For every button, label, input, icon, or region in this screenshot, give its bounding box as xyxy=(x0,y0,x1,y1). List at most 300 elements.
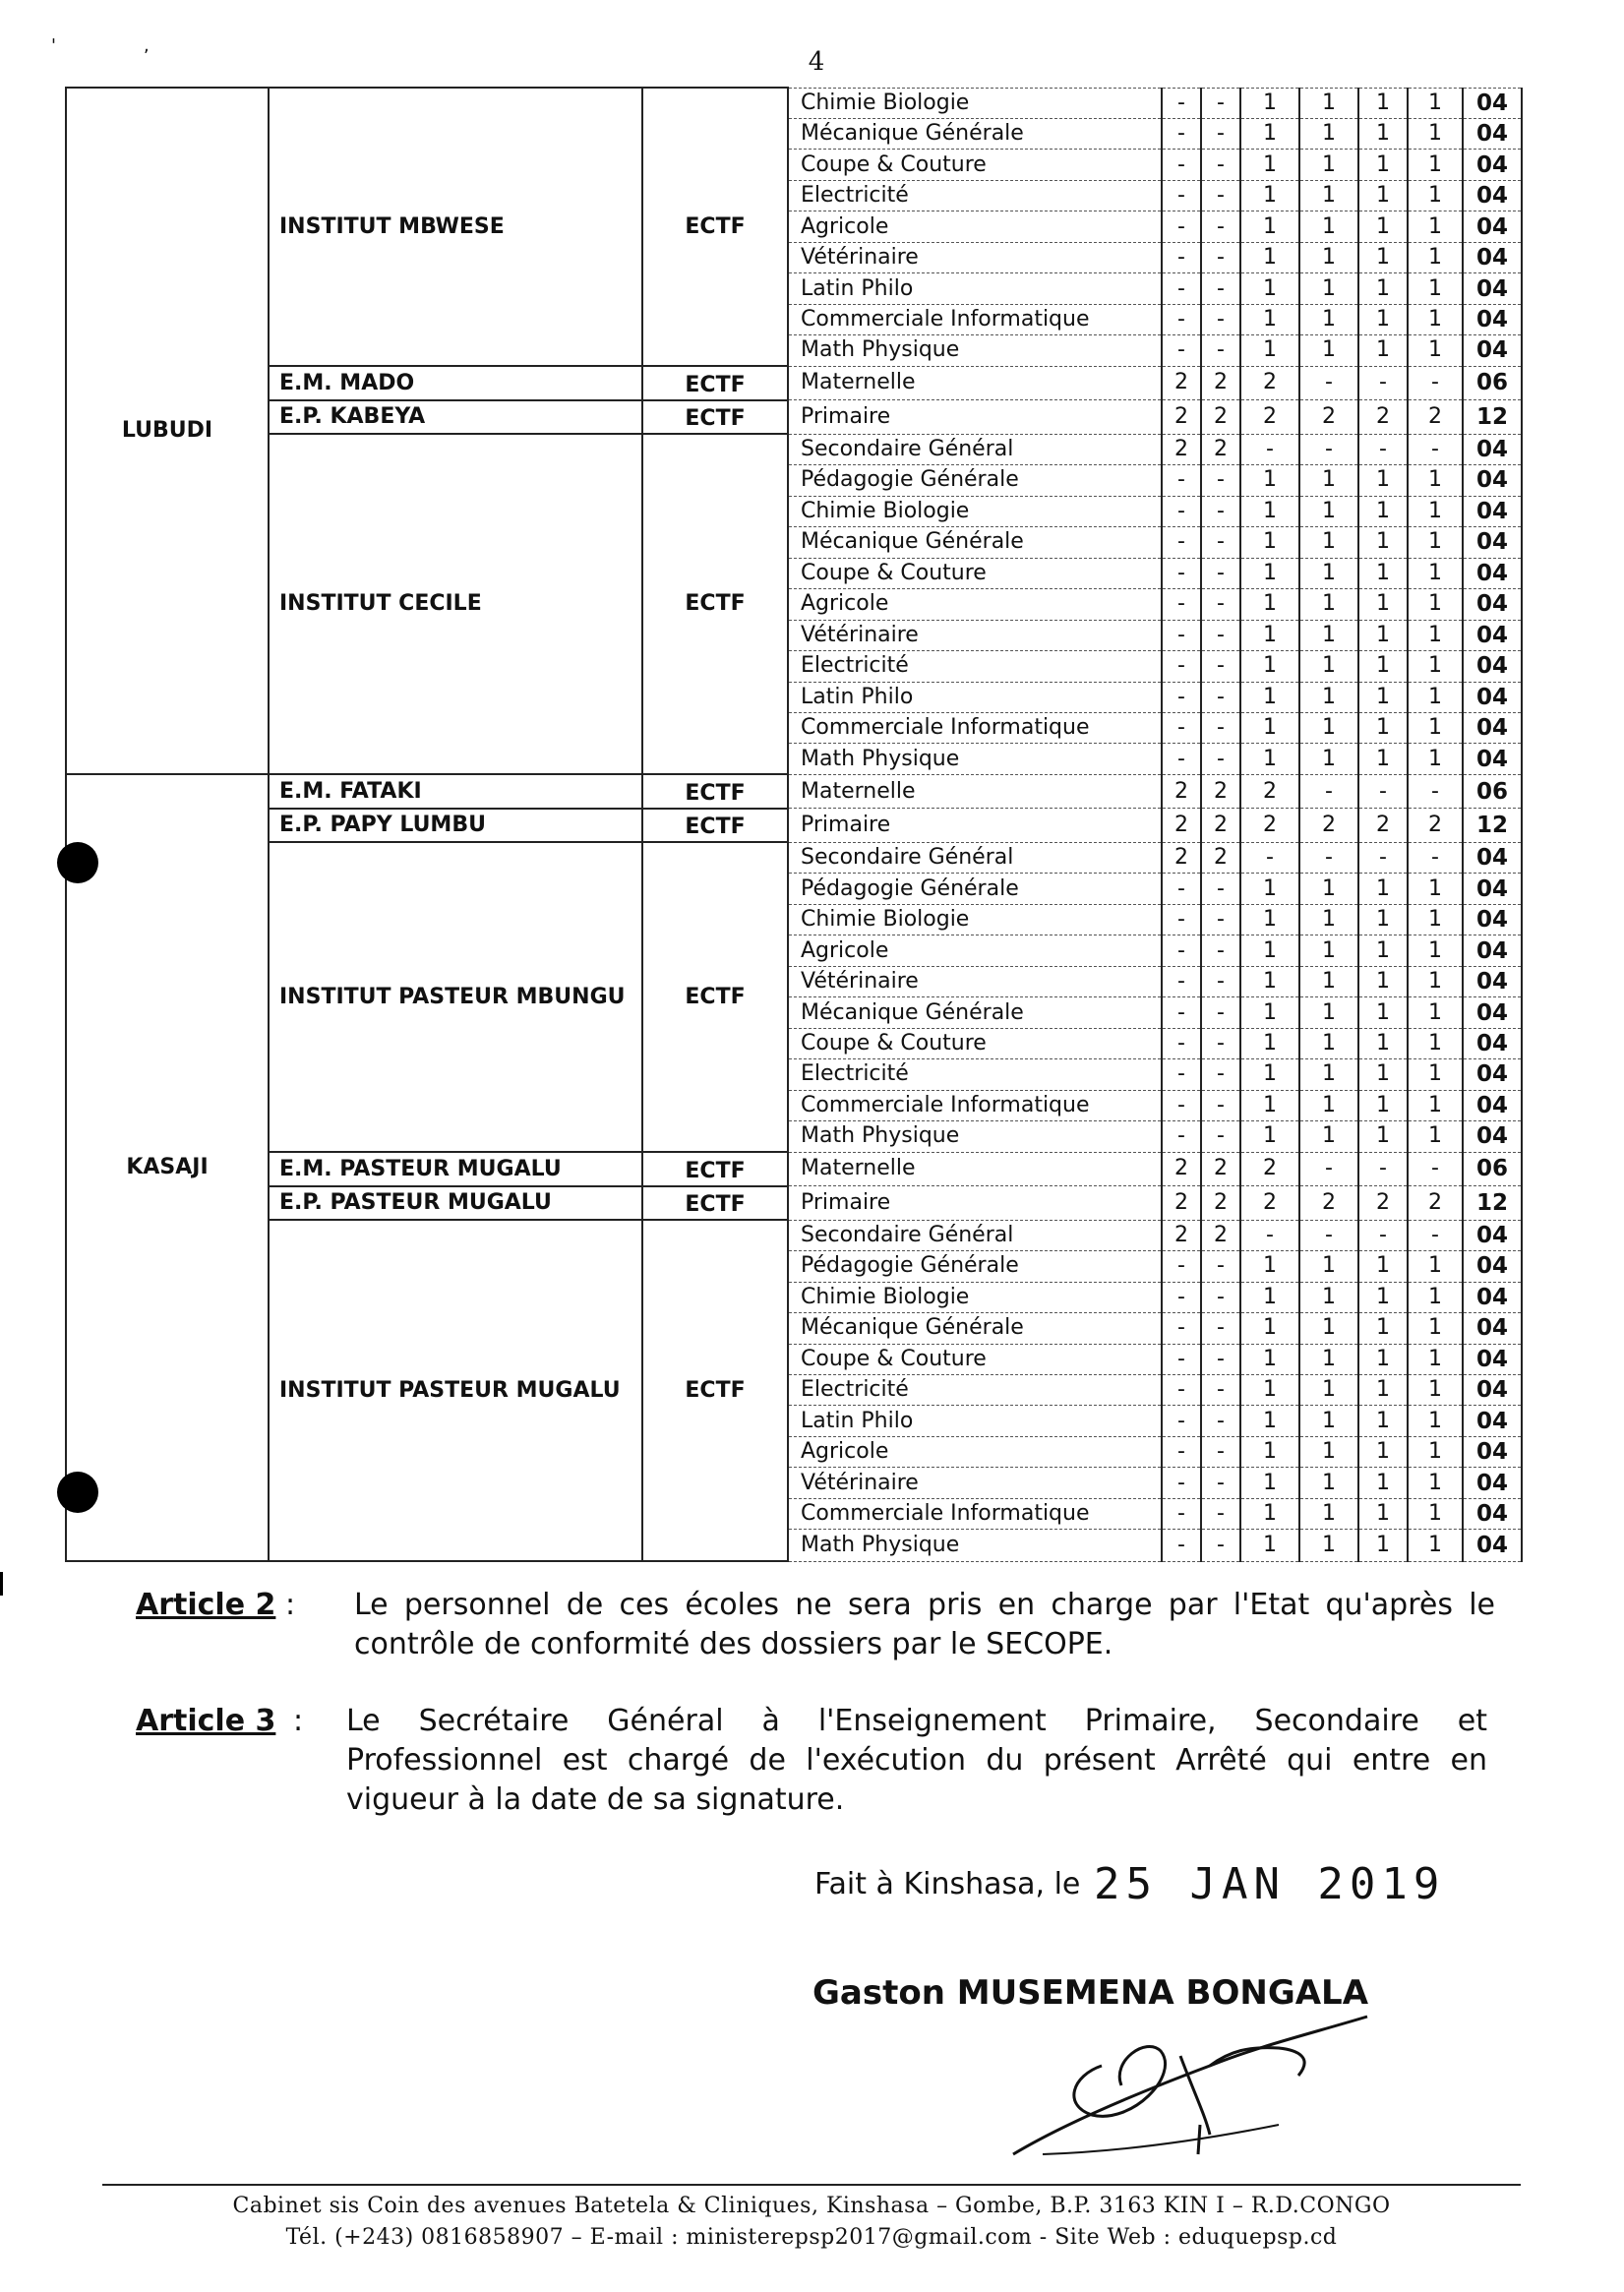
class-count-cell: - xyxy=(1162,211,1201,242)
class-count-cell: - xyxy=(1201,180,1240,211)
class-count-cell: 1 xyxy=(1299,150,1358,180)
class-count-cell: 2 xyxy=(1201,434,1240,464)
class-count-cell: - xyxy=(1201,1059,1240,1090)
class-count-cell: 2 xyxy=(1240,400,1299,435)
class-count-cell: 1 xyxy=(1240,1406,1299,1436)
option-cell: Commerciale Informatique xyxy=(788,1498,1162,1529)
option-cell: Pédagogie Générale xyxy=(788,874,1162,904)
article-2 xyxy=(136,1586,1513,1668)
class-count-cell: 2 xyxy=(1408,400,1463,435)
class-count-cell: 1 xyxy=(1358,527,1408,558)
table-row xyxy=(66,1152,1522,1186)
class-count-cell: - xyxy=(1201,1090,1240,1120)
option-cell: Coupe & Couture xyxy=(788,1028,1162,1058)
class-count-cell: - xyxy=(1201,304,1240,334)
class-count-cell: 2 xyxy=(1358,1186,1408,1221)
option-cell: Electricité xyxy=(788,1059,1162,1090)
class-count-cell: 2 xyxy=(1162,774,1201,809)
signer-name: Gaston MUSEMENA BONGALA xyxy=(812,1973,1369,2013)
total-cell: 04 xyxy=(1463,1530,1522,1561)
class-count-cell: 1 xyxy=(1299,1090,1358,1120)
total-cell: 04 xyxy=(1463,712,1522,743)
table-row xyxy=(66,400,1522,435)
class-count-cell: 2 xyxy=(1201,400,1240,435)
school-name-cell: E.P. PAPY LUMBU xyxy=(269,809,642,843)
class-count-cell: 1 xyxy=(1358,874,1408,904)
class-count-cell: 1 xyxy=(1408,682,1463,712)
class-count-cell: - xyxy=(1358,434,1408,464)
class-count-cell: 1 xyxy=(1358,589,1408,620)
class-count-cell: 1 xyxy=(1299,304,1358,334)
option-cell: Agricole xyxy=(788,935,1162,966)
class-count-cell: 1 xyxy=(1240,1468,1299,1498)
option-cell: Latin Philo xyxy=(788,682,1162,712)
footer-contact: Tél. (+243) 0816858907 – E-mail : ministerepsp2017@gmail.com - Site Web : eduquepsp.cd xyxy=(285,2225,1338,2250)
total-cell: 12 xyxy=(1463,1186,1522,1221)
article-3 xyxy=(136,1702,1513,1824)
table-row xyxy=(66,809,1522,843)
class-count-cell: 1 xyxy=(1299,682,1358,712)
total-cell: 04 xyxy=(1463,304,1522,334)
class-count-cell: 1 xyxy=(1358,496,1408,526)
class-count-cell: 2 xyxy=(1162,400,1201,435)
class-count-cell: 2 xyxy=(1162,1152,1201,1186)
class-count-cell: - xyxy=(1162,1375,1201,1406)
option-cell: Vétérinaire xyxy=(788,1468,1162,1498)
class-count-cell: - xyxy=(1299,842,1358,873)
class-count-cell: - xyxy=(1408,1152,1463,1186)
total-cell: 04 xyxy=(1463,1251,1522,1282)
total-cell: 04 xyxy=(1463,1344,1522,1374)
article-2-label: Article 2 xyxy=(136,1588,276,1622)
total-cell: 04 xyxy=(1463,744,1522,774)
class-count-cell: - xyxy=(1162,1028,1201,1058)
class-count-cell: - xyxy=(1201,558,1240,588)
class-count-cell: - xyxy=(1299,774,1358,809)
option-cell: Chimie Biologie xyxy=(788,1282,1162,1312)
class-count-cell: 1 xyxy=(1408,1530,1463,1561)
class-count-cell: - xyxy=(1201,1468,1240,1498)
class-count-cell: - xyxy=(1201,465,1240,496)
class-count-cell: 1 xyxy=(1299,997,1358,1028)
class-count-cell: 1 xyxy=(1358,1406,1408,1436)
option-cell: Agricole xyxy=(788,589,1162,620)
total-cell: 04 xyxy=(1463,496,1522,526)
class-count-cell: - xyxy=(1201,1121,1240,1152)
class-count-cell: - xyxy=(1201,496,1240,526)
option-cell: Primaire xyxy=(788,809,1162,843)
option-cell: Math Physique xyxy=(788,744,1162,774)
regime-cell: ECTF xyxy=(642,366,788,400)
class-count-cell: - xyxy=(1162,527,1201,558)
option-cell: Coupe & Couture xyxy=(788,1344,1162,1374)
class-count-cell: - xyxy=(1162,935,1201,966)
total-cell: 04 xyxy=(1463,88,1522,118)
class-count-cell: 1 xyxy=(1358,1313,1408,1344)
class-count-cell: - xyxy=(1201,712,1240,743)
scan-mark: ' xyxy=(51,35,56,56)
class-count-cell: 2 xyxy=(1162,1186,1201,1221)
total-cell: 04 xyxy=(1463,242,1522,272)
class-count-cell: 1 xyxy=(1408,527,1463,558)
class-count-cell: 1 xyxy=(1299,744,1358,774)
option-cell: Maternelle xyxy=(788,774,1162,809)
option-cell: Secondaire Général xyxy=(788,1220,1162,1250)
class-count-cell: 2 xyxy=(1201,842,1240,873)
class-count-cell: 2 xyxy=(1201,366,1240,400)
class-count-cell: 1 xyxy=(1408,651,1463,682)
class-count-cell: 2 xyxy=(1201,774,1240,809)
class-count-cell: - xyxy=(1201,1282,1240,1312)
class-count-cell: - xyxy=(1299,366,1358,400)
total-cell: 04 xyxy=(1463,211,1522,242)
class-count-cell: - xyxy=(1162,712,1201,743)
class-count-cell: - xyxy=(1201,966,1240,996)
class-count-cell: - xyxy=(1162,1530,1201,1561)
class-count-cell: - xyxy=(1162,1059,1201,1090)
class-count-cell: 1 xyxy=(1240,1375,1299,1406)
signature-place: Fait à Kinshasa, le xyxy=(814,1867,1081,1901)
class-count-cell: 1 xyxy=(1358,1090,1408,1120)
class-count-cell: 2 xyxy=(1162,1220,1201,1250)
total-cell: 04 xyxy=(1463,620,1522,650)
class-count-cell: 2 xyxy=(1299,1186,1358,1221)
class-count-cell: 1 xyxy=(1299,118,1358,149)
class-count-cell: 1 xyxy=(1408,744,1463,774)
class-count-cell: 1 xyxy=(1299,180,1358,211)
class-count-cell: 1 xyxy=(1240,335,1299,366)
class-count-cell: 1 xyxy=(1358,620,1408,650)
option-cell: Chimie Biologie xyxy=(788,904,1162,935)
class-count-cell: - xyxy=(1162,1282,1201,1312)
total-cell: 12 xyxy=(1463,400,1522,435)
total-cell: 04 xyxy=(1463,1375,1522,1406)
option-cell: Mécanique Générale xyxy=(788,118,1162,149)
class-count-cell: - xyxy=(1201,620,1240,650)
regime-cell: ECTF xyxy=(642,842,788,1152)
class-count-cell: 1 xyxy=(1408,1059,1463,1090)
class-count-cell: - xyxy=(1358,842,1408,873)
class-count-cell: - xyxy=(1201,651,1240,682)
regime-cell: ECTF xyxy=(642,1186,788,1221)
class-count-cell: 1 xyxy=(1408,496,1463,526)
total-cell: 04 xyxy=(1463,273,1522,304)
regime-cell: ECTF xyxy=(642,774,788,809)
option-cell: Primaire xyxy=(788,1186,1162,1221)
option-cell: Vétérinaire xyxy=(788,966,1162,996)
class-count-cell: 1 xyxy=(1408,1344,1463,1374)
total-cell: 04 xyxy=(1463,935,1522,966)
class-count-cell: 2 xyxy=(1240,366,1299,400)
class-count-cell: 1 xyxy=(1240,465,1299,496)
scan-mark: , xyxy=(144,35,150,56)
class-count-cell: - xyxy=(1162,496,1201,526)
school-name-cell: E.M. FATAKI xyxy=(269,774,642,809)
option-cell: Math Physique xyxy=(788,1121,1162,1152)
class-count-cell: 1 xyxy=(1358,88,1408,118)
total-cell: 04 xyxy=(1463,465,1522,496)
table-row xyxy=(66,774,1522,809)
total-cell: 04 xyxy=(1463,1313,1522,1344)
option-cell: Latin Philo xyxy=(788,1406,1162,1436)
class-count-cell: 1 xyxy=(1240,88,1299,118)
class-count-cell: 1 xyxy=(1299,1375,1358,1406)
class-count-cell: 1 xyxy=(1408,465,1463,496)
class-count-cell: 1 xyxy=(1408,211,1463,242)
page-number: 4 xyxy=(808,47,825,77)
class-count-cell: 1 xyxy=(1240,242,1299,272)
option-cell: Vétérinaire xyxy=(788,242,1162,272)
article-2-text: Le personnel de ces écoles ne sera pris en charge par l'Etat qu'après le contrôle de conformité des dossiers par le SECOPE. xyxy=(354,1588,1495,1661)
class-count-cell: - xyxy=(1240,434,1299,464)
class-count-cell: 1 xyxy=(1358,1251,1408,1282)
regime-cell: ECTF xyxy=(642,434,788,774)
total-cell: 04 xyxy=(1463,118,1522,149)
class-count-cell: 1 xyxy=(1408,1090,1463,1120)
class-count-cell: - xyxy=(1162,904,1201,935)
class-count-cell: 1 xyxy=(1240,118,1299,149)
class-count-cell: 1 xyxy=(1299,1121,1358,1152)
table-row xyxy=(66,366,1522,400)
option-cell: Mécanique Générale xyxy=(788,527,1162,558)
option-cell: Secondaire Général xyxy=(788,434,1162,464)
option-cell: Coupe & Couture xyxy=(788,558,1162,588)
option-cell: Commerciale Informatique xyxy=(788,1090,1162,1120)
total-cell: 04 xyxy=(1463,682,1522,712)
total-cell: 04 xyxy=(1463,842,1522,873)
option-cell: Latin Philo xyxy=(788,273,1162,304)
class-count-cell: 1 xyxy=(1408,620,1463,650)
class-count-cell: - xyxy=(1162,744,1201,774)
class-count-cell: 2 xyxy=(1162,809,1201,843)
class-count-cell: 2 xyxy=(1201,1152,1240,1186)
class-count-cell: - xyxy=(1162,1436,1201,1467)
class-count-cell: 1 xyxy=(1240,1313,1299,1344)
regime-cell: ECTF xyxy=(642,88,788,366)
class-count-cell: - xyxy=(1408,366,1463,400)
class-count-cell: 1 xyxy=(1408,935,1463,966)
table-row xyxy=(66,842,1522,873)
total-cell: 04 xyxy=(1463,1282,1522,1312)
class-count-cell: 1 xyxy=(1240,558,1299,588)
class-count-cell: 1 xyxy=(1358,1375,1408,1406)
class-count-cell: - xyxy=(1358,366,1408,400)
class-count-cell: 2 xyxy=(1358,400,1408,435)
class-count-cell: 1 xyxy=(1299,935,1358,966)
class-count-cell: 2 xyxy=(1240,1152,1299,1186)
option-cell: Electricité xyxy=(788,180,1162,211)
class-count-cell: 1 xyxy=(1240,682,1299,712)
class-count-cell: - xyxy=(1201,273,1240,304)
class-count-cell: - xyxy=(1201,118,1240,149)
class-count-cell: - xyxy=(1201,1375,1240,1406)
school-name-cell: E.M. MADO xyxy=(269,366,642,400)
class-count-cell: 1 xyxy=(1408,335,1463,366)
class-count-cell: 2 xyxy=(1201,809,1240,843)
class-count-cell: 1 xyxy=(1358,682,1408,712)
class-count-cell: 1 xyxy=(1299,88,1358,118)
class-count-cell: 1 xyxy=(1408,88,1463,118)
class-count-cell: 1 xyxy=(1299,874,1358,904)
option-cell: Agricole xyxy=(788,1436,1162,1467)
class-count-cell: - xyxy=(1162,118,1201,149)
school-name-cell: E.P. PASTEUR MUGALU xyxy=(269,1186,642,1221)
class-count-cell: - xyxy=(1162,651,1201,682)
class-count-cell: - xyxy=(1240,1220,1299,1250)
signature-date-stamp: 25 JAN 2019 xyxy=(1094,1859,1446,1909)
class-count-cell: 1 xyxy=(1358,1436,1408,1467)
class-count-cell: 1 xyxy=(1240,744,1299,774)
class-count-cell: 1 xyxy=(1240,304,1299,334)
total-cell: 04 xyxy=(1463,335,1522,366)
class-count-cell: 1 xyxy=(1299,1530,1358,1561)
option-cell: Electricité xyxy=(788,651,1162,682)
table-row xyxy=(66,434,1522,464)
class-count-cell: 1 xyxy=(1299,620,1358,650)
class-count-cell: 1 xyxy=(1408,1375,1463,1406)
class-count-cell: 1 xyxy=(1358,904,1408,935)
school-name-cell: E.M. PASTEUR MUGALU xyxy=(269,1152,642,1186)
class-count-cell: - xyxy=(1240,842,1299,873)
class-count-cell: 1 xyxy=(1299,1282,1358,1312)
total-cell: 06 xyxy=(1463,1152,1522,1186)
option-cell: Math Physique xyxy=(788,1530,1162,1561)
school-name-cell: INSTITUT PASTEUR MBUNGU xyxy=(269,842,642,1152)
class-count-cell: - xyxy=(1201,744,1240,774)
class-count-cell: 1 xyxy=(1240,935,1299,966)
class-count-cell: 1 xyxy=(1299,1251,1358,1282)
class-count-cell: - xyxy=(1162,966,1201,996)
class-count-cell: 2 xyxy=(1408,1186,1463,1221)
class-count-cell: 1 xyxy=(1240,904,1299,935)
class-count-cell: 1 xyxy=(1408,1251,1463,1282)
regime-cell: ECTF xyxy=(642,1152,788,1186)
option-cell: Coupe & Couture xyxy=(788,150,1162,180)
class-count-cell: - xyxy=(1162,874,1201,904)
option-cell: Pédagogie Générale xyxy=(788,1251,1162,1282)
footer-rule xyxy=(102,2184,1521,2186)
table-row xyxy=(66,1186,1522,1221)
total-cell: 04 xyxy=(1463,1090,1522,1120)
class-count-cell: - xyxy=(1201,589,1240,620)
class-count-cell: - xyxy=(1299,434,1358,464)
article-3-text: Le Secrétaire Général à l'Enseignement Primaire, Secondaire et Professionnel est chargé de l'exécution du présent Arrêté qui entre en vigueur à la date de sa signature. xyxy=(346,1704,1487,1817)
class-count-cell: 1 xyxy=(1240,527,1299,558)
class-count-cell: - xyxy=(1162,88,1201,118)
class-count-cell: 1 xyxy=(1358,651,1408,682)
total-cell: 06 xyxy=(1463,774,1522,809)
total-cell: 04 xyxy=(1463,1028,1522,1058)
footer-address: Cabinet sis Coin des avenues Batetela & Cliniques, Kinshasa – Gombe, B.P. 3163 KIN I – R.D.CONGO xyxy=(232,2194,1391,2218)
regime-cell: ECTF xyxy=(642,1220,788,1561)
class-count-cell: - xyxy=(1162,335,1201,366)
class-count-cell: 2 xyxy=(1240,1186,1299,1221)
class-count-cell: 1 xyxy=(1240,1028,1299,1058)
class-count-cell: 1 xyxy=(1240,180,1299,211)
class-count-cell: 1 xyxy=(1299,904,1358,935)
class-count-cell: 1 xyxy=(1358,744,1408,774)
class-count-cell: 2 xyxy=(1299,400,1358,435)
school-name-cell: INSTITUT CECILE xyxy=(269,434,642,774)
class-count-cell: 1 xyxy=(1299,1468,1358,1498)
class-count-cell: 1 xyxy=(1240,1121,1299,1152)
class-count-cell: - xyxy=(1162,1121,1201,1152)
class-count-cell: - xyxy=(1162,1498,1201,1529)
class-count-cell: 1 xyxy=(1299,589,1358,620)
class-count-cell: 1 xyxy=(1299,651,1358,682)
option-cell: Chimie Biologie xyxy=(788,496,1162,526)
class-count-cell: 1 xyxy=(1240,712,1299,743)
total-cell: 04 xyxy=(1463,651,1522,682)
class-count-cell: 1 xyxy=(1358,180,1408,211)
class-count-cell: 1 xyxy=(1240,150,1299,180)
total-cell: 04 xyxy=(1463,1436,1522,1467)
class-count-cell: - xyxy=(1162,620,1201,650)
class-count-cell: 1 xyxy=(1358,150,1408,180)
class-count-cell: 1 xyxy=(1408,1468,1463,1498)
class-count-cell: - xyxy=(1408,434,1463,464)
class-count-cell: - xyxy=(1201,211,1240,242)
class-count-cell: 1 xyxy=(1358,1344,1408,1374)
class-count-cell: 1 xyxy=(1299,1498,1358,1529)
class-count-cell: 1 xyxy=(1408,242,1463,272)
class-count-cell: 1 xyxy=(1240,874,1299,904)
class-count-cell: - xyxy=(1201,242,1240,272)
class-count-cell: 1 xyxy=(1240,1344,1299,1374)
class-count-cell: 2 xyxy=(1162,434,1201,464)
city-cell: KASAJI xyxy=(66,774,269,1561)
class-count-cell: 1 xyxy=(1358,935,1408,966)
class-count-cell: 1 xyxy=(1358,1059,1408,1090)
option-cell: Commerciale Informatique xyxy=(788,304,1162,334)
total-cell: 04 xyxy=(1463,904,1522,935)
punch-hole xyxy=(57,1472,98,1513)
class-count-cell: - xyxy=(1201,1406,1240,1436)
class-count-cell: 1 xyxy=(1299,1028,1358,1058)
total-cell: 04 xyxy=(1463,434,1522,464)
class-count-cell: 1 xyxy=(1240,651,1299,682)
total-cell: 04 xyxy=(1463,1059,1522,1090)
class-count-cell: 1 xyxy=(1358,966,1408,996)
class-count-cell: - xyxy=(1162,1344,1201,1374)
class-count-cell: - xyxy=(1162,273,1201,304)
class-count-cell: 1 xyxy=(1408,304,1463,334)
class-count-cell: 1 xyxy=(1358,1282,1408,1312)
total-cell: 04 xyxy=(1463,527,1522,558)
class-count-cell: - xyxy=(1408,842,1463,873)
class-count-cell: - xyxy=(1162,1468,1201,1498)
class-count-cell: - xyxy=(1201,150,1240,180)
class-count-cell: 1 xyxy=(1240,589,1299,620)
class-count-cell: - xyxy=(1201,527,1240,558)
class-count-cell: - xyxy=(1201,88,1240,118)
class-count-cell: 1 xyxy=(1240,211,1299,242)
class-count-cell: 1 xyxy=(1299,496,1358,526)
option-cell: Mécanique Générale xyxy=(788,997,1162,1028)
class-count-cell: - xyxy=(1201,935,1240,966)
article-3-label: Article 3 xyxy=(136,1704,276,1738)
class-count-cell: 1 xyxy=(1299,527,1358,558)
class-count-cell: - xyxy=(1201,904,1240,935)
class-count-cell: - xyxy=(1358,1220,1408,1250)
class-count-cell: 1 xyxy=(1358,335,1408,366)
handwritten-signature xyxy=(984,2007,1397,2184)
class-count-cell: 1 xyxy=(1358,211,1408,242)
class-count-cell: - xyxy=(1201,682,1240,712)
class-count-cell: 1 xyxy=(1358,1468,1408,1498)
class-count-cell: 1 xyxy=(1240,1090,1299,1120)
school-name-cell: INSTITUT MBWESE xyxy=(269,88,642,366)
